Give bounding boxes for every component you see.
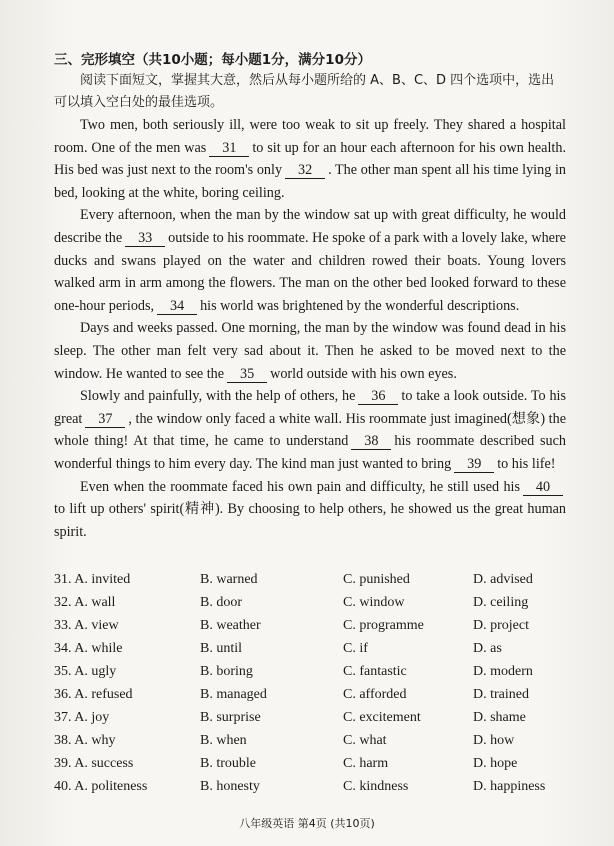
option-b: B. when <box>200 732 247 748</box>
blank-39: 39 <box>454 457 494 473</box>
option-row <box>54 729 574 752</box>
option-b: B. managed <box>200 686 267 702</box>
text: Slowly and painfully, with the help of others, he <box>80 388 356 405</box>
option-b: B. boring <box>200 663 253 679</box>
text: . The other man spent all his time lying in bed, looking at the white, boring ceiling. <box>54 162 566 201</box>
option-a: 35. A. ugly <box>54 663 117 679</box>
text: his world was brightened by the wonderful descriptions. <box>200 297 520 314</box>
option-c: C. afforded <box>343 686 407 702</box>
text: world outside with his own eyes. <box>270 365 457 382</box>
blank-40: 40 <box>523 480 563 496</box>
option-d: D. happiness <box>473 778 546 794</box>
text: outside to his roommate. He spoke of a park with a lovely lake, where ducks and swans played on the water and children rowed their boats. Young lovers walked arm in arm among the flowers. The man on the other bed looked forward to these one-hour periods, <box>54 229 566 314</box>
instructions: 阅读下面短文，掌握其大意，然后从每小题所给的 A、B、C、D 四个选项中，选出可以填入空白处的最佳选项。 <box>54 73 555 110</box>
option-a: 38. A. why <box>54 732 116 748</box>
option-b: B. door <box>200 594 242 610</box>
text: Even when the roommate faced his own pain and difficulty, he still used his <box>80 478 520 495</box>
paragraph-1 <box>54 114 566 204</box>
blank-37: 37 <box>85 412 125 428</box>
option-a: 33. A. view <box>54 617 119 633</box>
answer-options <box>54 568 574 798</box>
option-a: 32. A. wall <box>54 594 116 610</box>
option-row <box>54 568 574 591</box>
option-d: D. shame <box>473 709 526 725</box>
blank-35: 35 <box>227 367 267 383</box>
option-d: D. project <box>473 617 529 633</box>
option-d: D. how <box>473 732 515 748</box>
option-a: 34. A. while <box>54 640 123 656</box>
paragraph-5 <box>54 476 566 544</box>
option-a: 37. A. joy <box>54 709 110 725</box>
section-title: 三、完形填空（共10小题；每小题1分，满分10分） <box>54 52 371 68</box>
option-row <box>54 775 574 798</box>
paragraph-4 <box>54 385 566 475</box>
blank-32: 32 <box>285 163 325 179</box>
text: to sit up for an hour each afternoon for his own health. His bed was just next to the room's only <box>54 139 566 179</box>
option-c: C. programme <box>343 617 424 633</box>
blank-36: 36 <box>358 389 398 405</box>
option-row <box>54 706 574 729</box>
option-c: C. window <box>343 594 405 610</box>
option-c: C. excitement <box>343 709 421 725</box>
text: to his life! <box>497 455 556 472</box>
option-d: D. as <box>473 640 502 656</box>
text: Every afternoon, when the man by the window sat up with great difficulty, he would describe the <box>54 207 566 246</box>
option-c: C. kindness <box>343 778 409 794</box>
option-b: B. honesty <box>200 778 260 794</box>
text: his roommate described such wonderful things to him every day. The kind man just wanted to bring <box>54 433 566 472</box>
option-c: C. what <box>343 732 387 748</box>
option-a: 31. A. invited <box>54 571 131 587</box>
option-d: D. trained <box>473 686 529 702</box>
text: to take a look outside. To his great <box>54 388 566 427</box>
option-a: 39. A. success <box>54 755 134 771</box>
option-c: C. fantastic <box>343 663 407 679</box>
page-footer: 八年级英语 第4页 (共10页) <box>239 817 375 830</box>
text: , the window only faced a white wall. His roommate just imagined(想象) the whole thing! At that time, he came to understand <box>54 410 566 450</box>
option-c: C. if <box>343 640 368 656</box>
cloze-passage <box>54 114 566 543</box>
paragraph-3 <box>54 317 566 385</box>
option-b: B. surprise <box>200 709 261 725</box>
option-b: B. until <box>200 640 243 656</box>
blank-33: 33 <box>125 231 165 247</box>
option-b: B. trouble <box>200 755 256 771</box>
option-row <box>54 683 574 706</box>
text: Days and weeks passed. One morning, the man by the window was found dead in his sleep. The other man felt very sad about it. Then he asked to be moved next to the window. He wanted to see the <box>54 320 566 382</box>
option-a: 36. A. refused <box>54 686 133 702</box>
blank-34: 34 <box>157 299 197 315</box>
text: Two men, both seriously ill, were too weak to sit up freely. They shared a hospital room. One of the men was <box>54 117 566 156</box>
option-d: D. ceiling <box>473 594 529 610</box>
option-row <box>54 614 574 637</box>
option-c: C. harm <box>343 755 389 771</box>
text: to lift up others' spirit(精神). By choosing to help others, he showed us the great human spirit. <box>54 501 566 540</box>
option-d: D. advised <box>473 571 533 587</box>
option-row <box>54 752 574 775</box>
blank-38: 38 <box>351 434 391 450</box>
paragraph-2 <box>54 204 566 317</box>
blank-31: 31 <box>209 141 249 157</box>
option-row <box>54 660 574 683</box>
option-a: 40. A. politeness <box>54 778 148 794</box>
option-d: D. hope <box>473 755 518 771</box>
option-row <box>54 591 574 614</box>
option-c: C. punished <box>343 571 410 587</box>
option-d: D. modern <box>473 663 533 679</box>
option-b: B. warned <box>200 571 258 587</box>
option-b: B. weather <box>200 617 261 633</box>
option-row <box>54 637 574 660</box>
